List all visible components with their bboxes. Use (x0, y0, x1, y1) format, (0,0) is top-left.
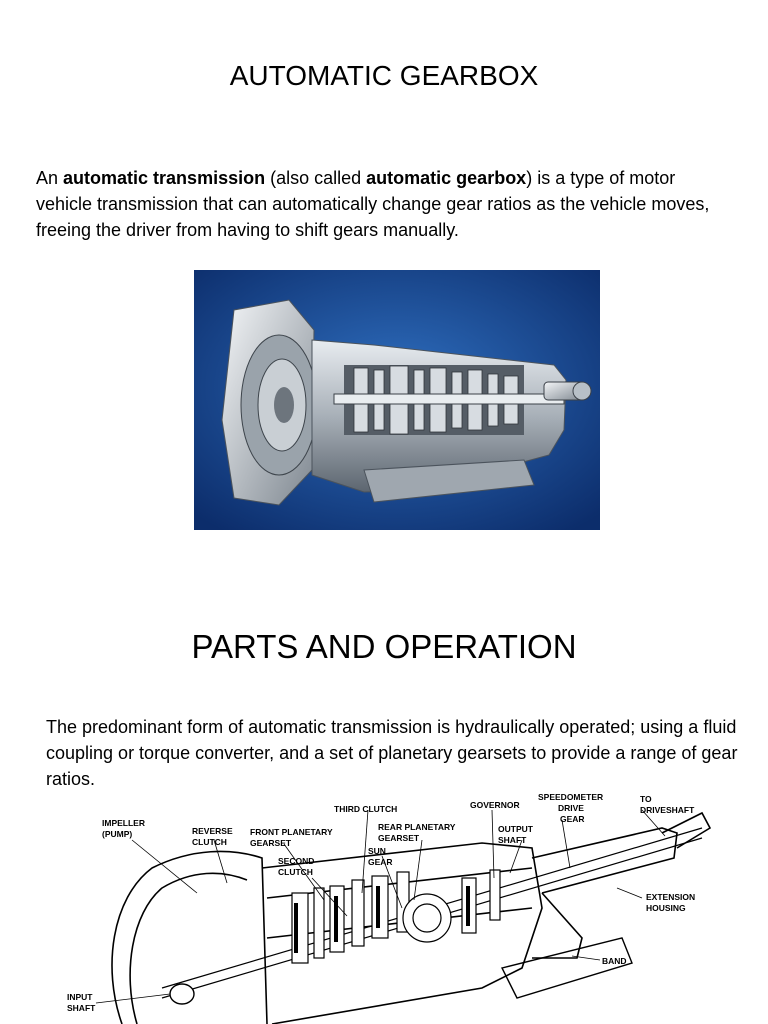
section-title-automatic-gearbox: AUTOMATIC GEARBOX (229, 60, 539, 91)
label-second-clutch: SECOND CLUTCH (278, 856, 315, 877)
intro-text-1: An (36, 168, 64, 188)
label-extension-housing: EXTENSION HOUSING (646, 892, 696, 913)
label-band: BAND (602, 956, 627, 966)
label-governor: GOVERNOR (470, 800, 520, 810)
intro-bold-term-2: automatic gearbox (366, 168, 527, 188)
intro-bold-term-1: automatic transmission (63, 168, 266, 188)
label-sun-gear: SUN GEAR (368, 846, 393, 867)
label-impeller: IMPELLER (PUMP) (102, 818, 145, 839)
label-third-clutch: THIRD CLUTCH (334, 804, 398, 814)
transmission-cutaway-photo (194, 270, 600, 530)
intro-text-2: (also called (265, 168, 367, 188)
label-rear-planetary-gearset: REAR PLANETARY GEARSET (378, 822, 456, 843)
section-title-parts-and-operation: PARTS AND OPERATION (191, 628, 577, 665)
label-front-planetary-gearset: FRONT PLANETARY GEARSET (250, 827, 333, 848)
label-input-shaft: INPUT SHAFT (67, 992, 96, 1013)
intro-text-3: ) is a type of motor vehicle transmission that can automatically change gear ratios as the vehicle moves, freeing the driver from having to shift gears manually. (36, 168, 710, 240)
label-to-driveshaft: TO DRIVESHAFT (640, 794, 695, 815)
parts-paragraph: The predominant form of automatic transmission is hydraulically operated; using a fluid coupling or torque converter, and a set of planetary gearsets to provide a range of gear ratios. (46, 717, 738, 789)
label-reverse-clutch: REVERSE CLUTCH (192, 826, 233, 847)
transmission-diagram (62, 788, 712, 1024)
label-output-shaft: OUTPUT SHAFT (498, 824, 533, 845)
label-speedometer-drive-gear: SPEEDOMETER DRIVE GEAR (538, 792, 604, 824)
intro-paragraph (36, 165, 736, 243)
